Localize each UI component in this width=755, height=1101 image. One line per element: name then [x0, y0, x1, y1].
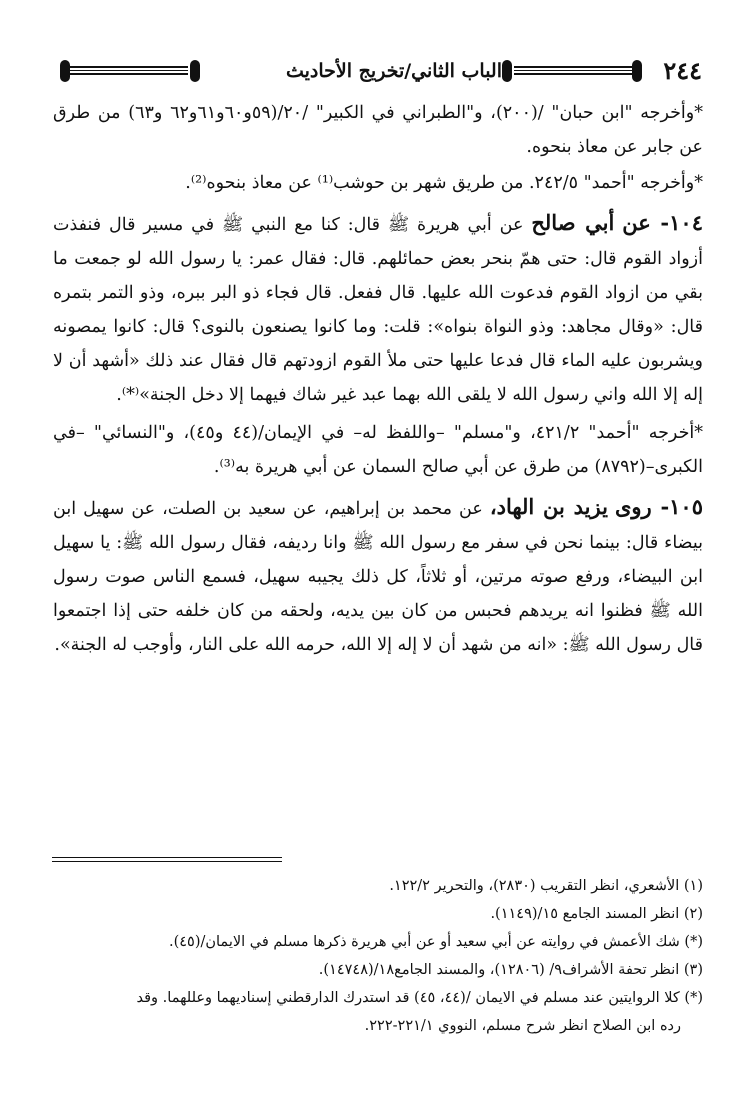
- page-number: ٢٤٤: [663, 56, 702, 85]
- hadith-105: [53, 490, 703, 662]
- main-text: [53, 96, 703, 662]
- hadith-number: ١٠٥- روى: [614, 494, 703, 519]
- takhrij-paragraph: *أخرجه "أحمد" ٤٢١/٢، و"مسلم" –واللفظ له– في الإيمان/(٤٤ و٤٥)، و"النسائي" –في الكبرى–(٨٧٩٢) من طرق عن أبي صالح السمان عن أبي هريرة به⁽³⁾.: [53, 423, 704, 477]
- ornament-knob: [502, 60, 512, 82]
- ornament-knob: [190, 60, 200, 82]
- page-header: [52, 54, 702, 88]
- ornament-knob: [60, 60, 70, 82]
- chapter-title: الباب الثاني/تخريج الأحاديث: [285, 60, 502, 82]
- ornament-knob: [632, 60, 642, 82]
- footnote: (*) شك الأعمش في روايته عن أبي سعيد أو عن أبي هريرة ذكرها مسلم في الايمان/(٤٥).: [168, 934, 703, 950]
- footnote: (*) كلا الروايتين عند مسلم في الايمان /(٤٤، ٤٥) قد استدرك الدارقطني إسناديهما وعللهما. وقد: [136, 990, 703, 1006]
- hadith-text: عن محمد بن إبراهيم، عن سعيد بن الصلت، عن سهيل ابن بيضاء قال: بينما نحن في سفر مع رسول الله ﷺ وانا رديفه، فقال رسول الله ﷺ: يا سهيل ابن البيضاء، ورفع صوته مرتين، أو ثلاثاً، كل ذلك يجيبه سهيل، فسمع الناس صوت رسول الله ﷺ فظنوا انه يريدهم فحبس من كان بين يديه، ولحقه من كان خلفه حتى إذا اجتمعوا قال رسول الله ﷺ: «انه من شهد أن لا إله إلا الله، حرمه الله على النار، وأوجب له الجنة».: [53, 499, 703, 655]
- hadith-text: عن أبي هريرة ﷺ قال: كنا مع النبي ﷺ في مسير قال فنفذت أزواد القوم قال: حتى همّ بنحر بعض حمائلهم. قال: فقال عمر: يا رسول الله لو جمعت ما بقي من ازواد القوم فدعوت الله عليها. قال ففعل. قال فجاء ذو البر ببره، وذو التمر بتمره قال: «وقال مجاهد: وذو النواة بنواه»: قلت: وما كانوا يصنعون بالنوى؟ قال: كانوا يمصونه ويشربون عليه الماء قال فدعا عليها حتى ملأ القوم ازودتهم قال فقال عند ذلك «أشهد أن لا إله إلا الله واني رسول الله لا يلقى الله بهما عبد غير شاك فيهما إلا دخل الجنة»⁽*⁾.: [53, 215, 703, 405]
- narrator-name: أبي صالح: [531, 210, 615, 235]
- footnote-divider: [52, 861, 282, 862]
- header-ornament-rule: [514, 66, 632, 75]
- footnote: (٣) انظر تحفة الأشراف٩/ (١٢٨٠٦)، والمسند الجامع١٨/(١٤٧٤٨).: [318, 962, 703, 978]
- takhrij-paragraph: *وأخرجه "ابن حبان" /(٢٠٠)، و"الطبراني في الكبير" /٢٠/(٥٩و٦٠و٦١و٦٢ و٦٣) من طرق عن جابر عن معاذ بنحوه.: [53, 103, 703, 157]
- narrator-name: يزيد بن الهاد،: [489, 494, 608, 519]
- footnote: (١) الأشعري، انظر التقريب (٢٨٣٠)، والتحرير ١٢٢/٢.: [389, 878, 703, 894]
- footnote: (٢) انظر المسند الجامع ١٥/(١١٤٩).: [490, 906, 703, 922]
- hadith-104: [53, 206, 703, 412]
- hadith-number: ١٠٤- عن: [622, 210, 703, 235]
- takhrij-paragraph: *وأخرجه "أحمد" ٢٤٢/٥. من طريق شهر بن حوشب⁽¹⁾ عن معاذ بنحوه⁽²⁾.: [185, 173, 703, 193]
- footnote-continuation: رده ابن الصلاح انظر شرح مسلم، النووي ٢٢١/١-٢٢٢.: [364, 1018, 681, 1034]
- footnotes: [53, 872, 703, 1040]
- header-ornament-rule: [70, 66, 188, 75]
- footnote-divider: [52, 857, 282, 858]
